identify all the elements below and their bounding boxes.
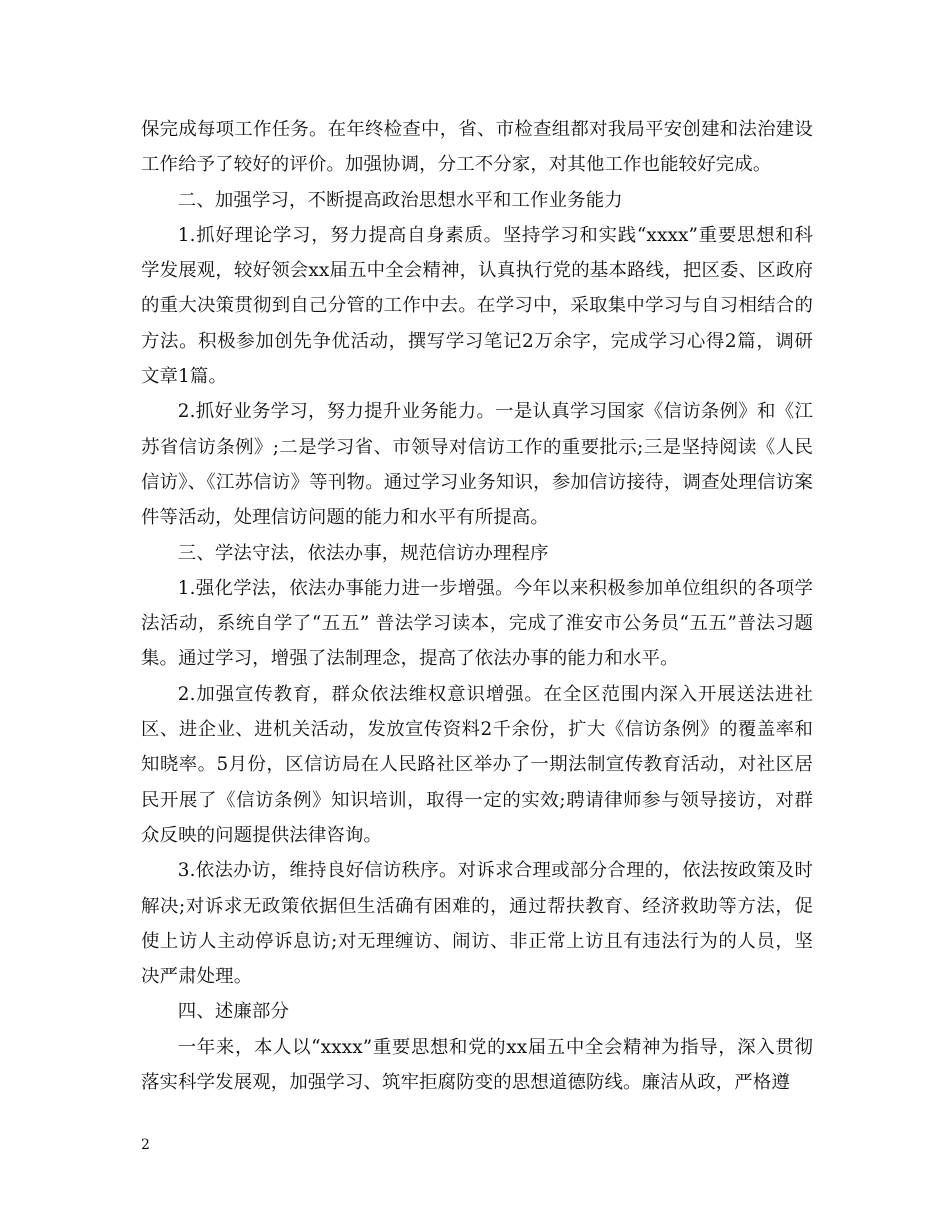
paragraph-integrity: 一年来，本人以“xxxx”重要思想和党的xx届五中全会精神为指导，深入贯彻落实科学发展观，加强学习、筑牢拒腐防变的思想道德防线。廉洁从政，严格遵 [141,1036,813,1094]
paragraph-law-publicity: 2.加强宣传教育，群众依法维权意识增强。在全区范围内深入开展送法进社区、进企业、进机关活动，发放宣传资料2千余份，扩大《信访条例》的覆盖率和知晓率。5月份，区信访局在人民路社区举办了一期法制宣传教育活动，对社区居民开展了《信访条例》知识培训，取得一定的实效;聘请律师参与领导接访，对群众反映的问题提供法律咨询。 [141,683,813,846]
document-body [141,112,813,1100]
paragraph-business-study: 2.抓好业务学习，努力提升业务能力。一是认真学习国家《信访条例》和《江苏省信访条例》;二是学习省、市领导对信访工作的重要批示;三是坚持阅读《人民信访》、《江苏信访》等刊物。通过学习业务知识，参加信访接待，调查处理信访案件等活动，处理信访问题的能力和水平有所提高。 [141,401,813,529]
paragraph-law-petition: 3.依法办访，维持良好信访秩序。对诉求合理或部分合理的，依法按政策及时解决;对诉求无政策依据但生活确有困难的，通过帮扶教育、经济救助等方法，促使上访人主动停诉息访;对无理缠访、闹访、非正常上访且有违法行为的人员，坚决严肃处理。 [141,860,813,988]
paragraph-continued: 保完成每项工作任务。在年终检查中，省、市检查组都对我局平安创建和法治建设工作给予了较好的评价。加强协调，分工不分家，对其他工作也能较好完成。 [141,119,813,176]
section-heading-law: 三、学法守法，依法办事，规范信访办理程序 [177,542,549,564]
page-number: 2 [141,1137,150,1153]
section-heading-study: 二、加强学习，不断提高政治思想水平和工作业务能力 [177,189,623,211]
paragraph-theory-study: 1.抓好理论学习，努力提高自身素质。坚持学习和实践“xxxx”重要思想和科学发展观，较好领会xx届五中全会精神，认真执行党的基本路线，把区委、区政府的重大决策贯彻到自己分管的工作中去。在学习中，采取集中学习与自习相结合的方法。积极参加创先争优活动，撰写学习笔记2万余字，完成学习心得2篇，调研文章1篇。 [141,224,813,388]
section-heading-integrity: 四、述廉部分 [177,1001,290,1023]
paragraph-law-study: 1.强化学法，依法办事能力进一步增强。今年以来积极参加单位组织的各项学法活动，系统自学了“五五” 普法学习读本，完成了淮安市公务员“五五”普法习题集。通过学习，增强了法制理念，提高了依法办事的能力和水平。 [141,577,813,670]
